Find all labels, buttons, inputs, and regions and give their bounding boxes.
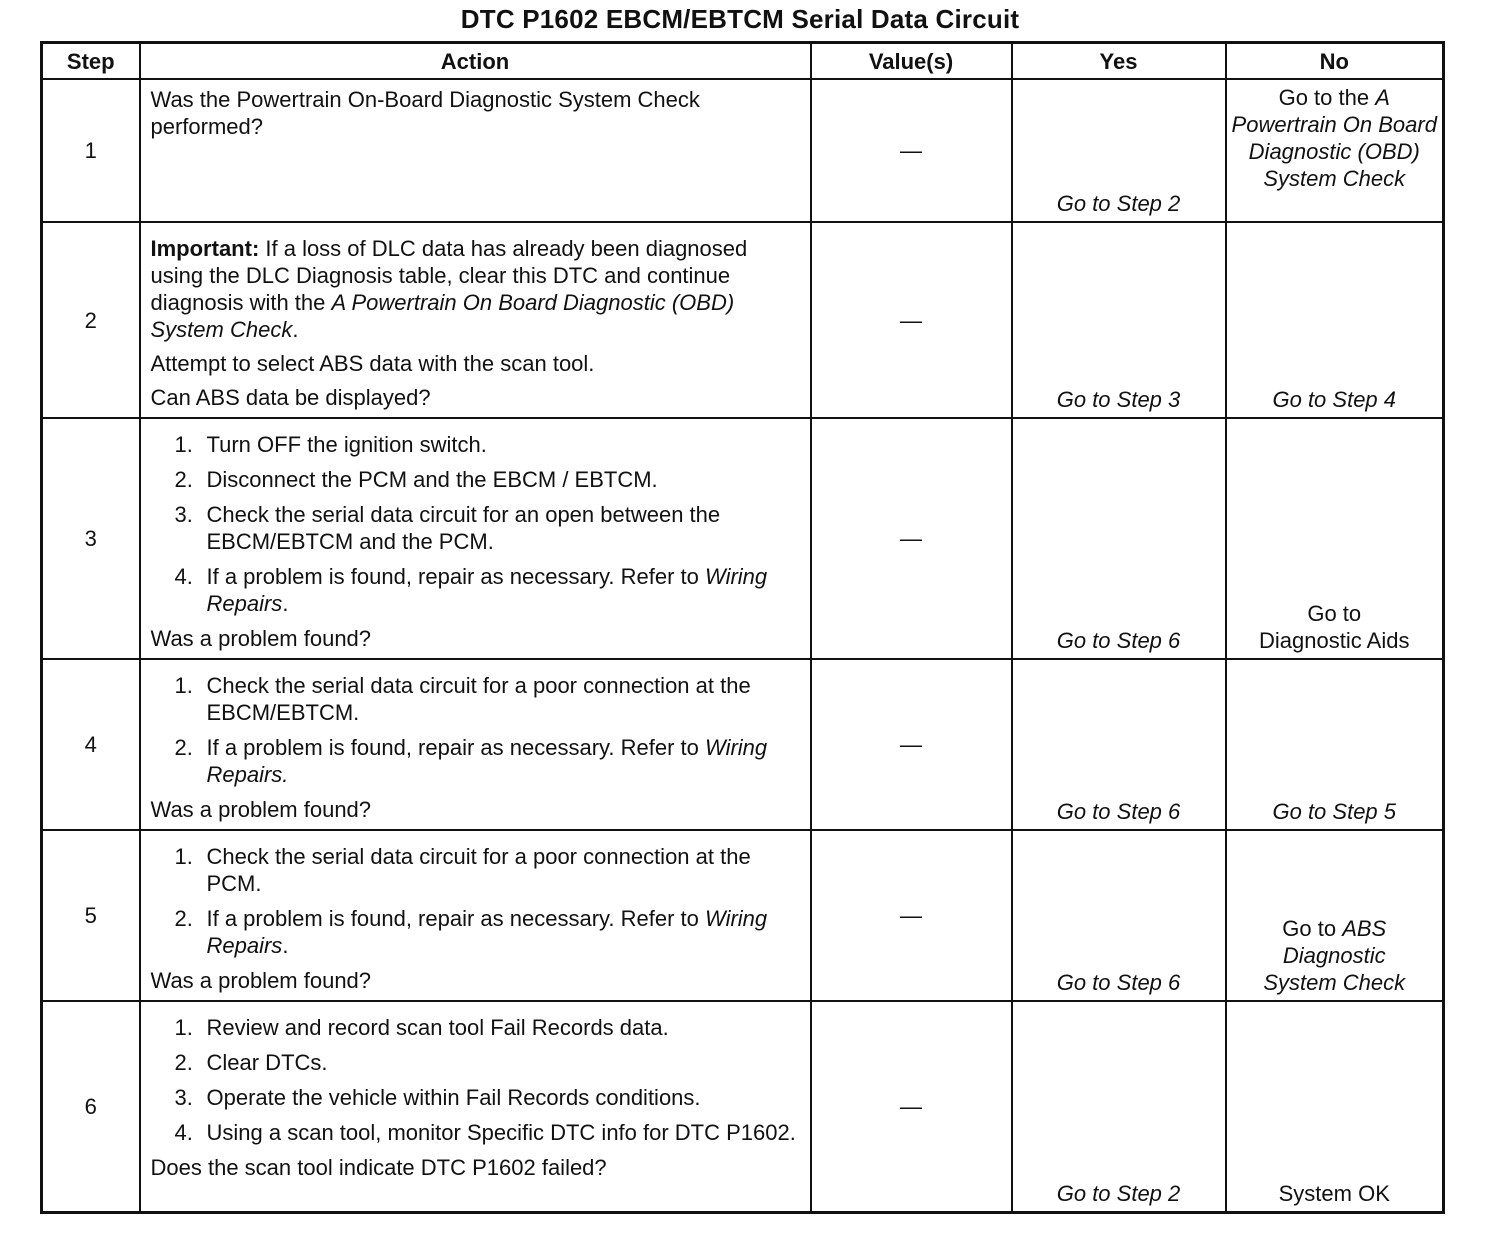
- yes-link[interactable]: Go to Step 6: [1056, 799, 1181, 824]
- no-link[interactable]: Go to Step 4: [1272, 387, 1397, 412]
- yes-cell: [1012, 222, 1226, 418]
- item-text: Disconnect the PCM and the EBCM / EBTCM.: [206, 467, 658, 492]
- step-number: 3: [42, 418, 140, 659]
- action-question: Does the scan tool indicate DTC P1602 failed?: [150, 1155, 607, 1180]
- item-end: .: [282, 933, 289, 958]
- list-item: [175, 843, 802, 897]
- important-end: .: [292, 317, 299, 342]
- list-item: [175, 501, 802, 555]
- item-number: 3.: [174, 502, 193, 527]
- action-cell: [140, 222, 811, 418]
- header-no: No: [1226, 43, 1444, 80]
- action-question: Was a problem found?: [150, 626, 372, 651]
- item-text: If a problem is found, repair as necessary. Refer to: [206, 735, 705, 760]
- table-row: [42, 659, 1444, 830]
- action-question: Was the Powertrain On-Board Diagnostic System Check performed?: [150, 87, 700, 139]
- action-steps: [151, 431, 802, 617]
- item-number: 1.: [174, 673, 193, 698]
- step-number: 6: [42, 1001, 140, 1212]
- page-title: DTC P1602 EBCM/EBTCM Serial Data Circuit: [460, 4, 1020, 34]
- step-number: 4: [42, 659, 140, 830]
- item-text: Check the serial data circuit for a poor connection at the EBCM/EBTCM.: [206, 673, 751, 725]
- item-number: 1.: [174, 1015, 193, 1040]
- important-note: [151, 235, 802, 343]
- list-item: [175, 734, 802, 788]
- action-cell: [140, 659, 811, 830]
- step-number: 2: [42, 222, 140, 418]
- important-text: If a loss of DLC data has already been diagnosed using the DLC Diagnosis table, clear this DTC and continue diagnosis with the: [150, 236, 748, 315]
- wiring-repairs-link[interactable]: Wiring Repairs: [206, 564, 768, 616]
- table-row: [42, 1001, 1444, 1212]
- no-link[interactable]: ABS Diagnostic System Check: [1263, 916, 1406, 995]
- no-link[interactable]: A Powertrain On Board Diagnostic (OBD) System Check: [1231, 85, 1437, 191]
- action-question: Was a problem found?: [150, 797, 372, 822]
- no-cell: [1226, 222, 1444, 418]
- item-number: 1.: [174, 432, 193, 457]
- list-item: [175, 1084, 802, 1111]
- header-yes: Yes: [1012, 43, 1226, 80]
- item-number: 2.: [174, 467, 193, 492]
- list-item: [175, 1049, 802, 1076]
- item-number: 2.: [174, 906, 193, 931]
- item-number: 3.: [174, 1085, 193, 1110]
- list-item: [175, 1119, 802, 1146]
- action-cell: [140, 830, 811, 1001]
- value-cell: —: [811, 659, 1012, 830]
- action-steps: [151, 672, 802, 788]
- item-number: 1.: [174, 844, 193, 869]
- item-text: Check the serial data circuit for an open between the EBCM/EBTCM and the PCM.: [206, 502, 721, 554]
- item-text: Review and record scan tool Fail Records data.: [206, 1015, 669, 1040]
- list-item: [175, 563, 802, 617]
- item-number: 4.: [174, 1120, 193, 1145]
- value-cell: —: [811, 830, 1012, 1001]
- header-action: Action: [140, 43, 811, 80]
- table-row: [42, 79, 1444, 222]
- item-text: Operate the vehicle within Fail Records conditions.: [206, 1085, 701, 1110]
- action-question: Can ABS data be displayed?: [150, 385, 431, 410]
- yes-cell: [1012, 830, 1226, 1001]
- no-cell: [1226, 830, 1444, 1001]
- list-item: [175, 905, 802, 959]
- header-row: [42, 43, 1444, 80]
- no-cell: [1226, 659, 1444, 830]
- list-item: [175, 672, 802, 726]
- action-cell: [140, 79, 811, 222]
- table-row: [42, 830, 1444, 1001]
- list-item: [175, 466, 802, 493]
- action-steps: [151, 843, 802, 959]
- item-number: 4.: [174, 564, 193, 589]
- wiring-repairs-link[interactable]: Wiring Repairs: [206, 906, 768, 958]
- yes-cell: [1012, 1001, 1226, 1212]
- action-cell: [140, 1001, 811, 1212]
- yes-cell: [1012, 659, 1226, 830]
- no-link[interactable]: Go to Step 5: [1272, 799, 1397, 824]
- wiring-repairs-link[interactable]: Wiring Repairs.: [206, 735, 768, 787]
- item-text: Using a scan tool, monitor Specific DTC info for DTC P1602.: [206, 1120, 796, 1145]
- yes-link[interactable]: Go to Step 2: [1056, 1180, 1181, 1206]
- step-number: 1: [42, 79, 140, 222]
- item-text: If a problem is found, repair as necessary. Refer to: [206, 564, 705, 589]
- item-text: If a problem is found, repair as necessary. Refer to: [206, 906, 705, 931]
- no-link[interactable]: Go to Diagnostic Aids: [1259, 601, 1410, 653]
- value-cell: —: [811, 222, 1012, 418]
- important-link[interactable]: A Powertrain On Board Diagnostic (OBD) System Check: [150, 290, 735, 342]
- action-question: Was a problem found?: [150, 968, 372, 993]
- item-number: 2.: [174, 735, 193, 760]
- yes-link[interactable]: Go to Step 6: [1056, 628, 1181, 653]
- list-item: [175, 431, 802, 458]
- value-cell: —: [811, 79, 1012, 222]
- value-cell: —: [811, 418, 1012, 659]
- step-number: 5: [42, 830, 140, 1001]
- no-cell: [1226, 1001, 1444, 1212]
- no-cell: [1226, 79, 1444, 222]
- diagnostic-table: [40, 41, 1445, 1214]
- header-step: Step: [42, 43, 140, 80]
- table-row: [42, 222, 1444, 418]
- value-cell: —: [811, 1001, 1012, 1212]
- list-item: [175, 1014, 802, 1041]
- no-result: System OK: [1278, 1180, 1390, 1206]
- item-text: Check the serial data circuit for a poor connection at the PCM.: [206, 844, 751, 896]
- important-label: Important:: [150, 236, 260, 261]
- item-number: 2.: [174, 1050, 193, 1075]
- no-prefix: Go to the: [1278, 85, 1376, 110]
- yes-link[interactable]: Go to Step 3: [1056, 387, 1181, 412]
- header-values: Value(s): [811, 43, 1012, 80]
- yes-link[interactable]: Go to Step 6: [1056, 970, 1181, 995]
- item-end: .: [282, 591, 289, 616]
- table-row: [42, 418, 1444, 659]
- action-instruction: Attempt to select ABS data with the scan tool.: [150, 351, 595, 376]
- no-prefix: Go to: [1282, 916, 1343, 941]
- item-text: Turn OFF the ignition switch.: [206, 432, 487, 457]
- item-text: Clear DTCs.: [206, 1050, 328, 1075]
- yes-cell: [1012, 418, 1226, 659]
- yes-link[interactable]: Go to Step 2: [1056, 191, 1181, 216]
- action-cell: [140, 418, 811, 659]
- no-cell: [1226, 418, 1444, 659]
- yes-cell: [1012, 79, 1226, 222]
- action-steps: [151, 1014, 802, 1146]
